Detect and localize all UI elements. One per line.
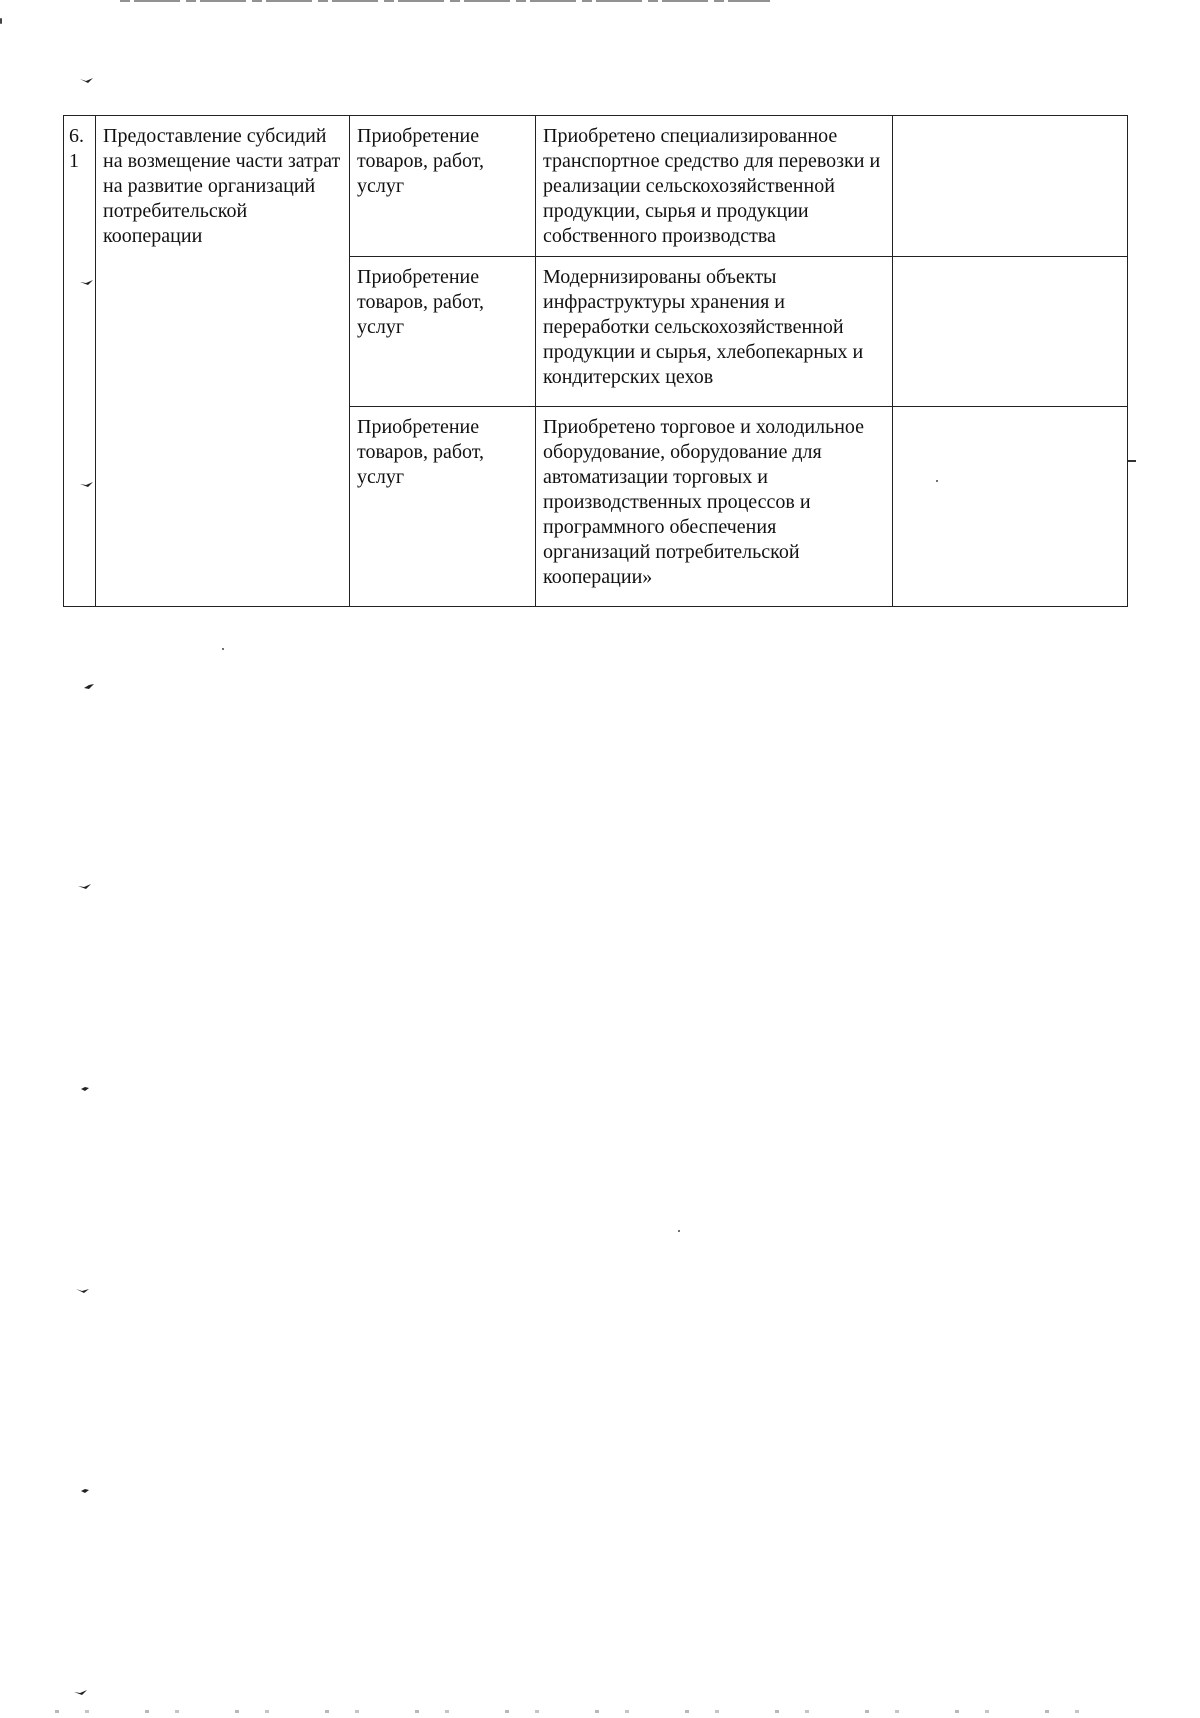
punch-mark-icon — [80, 1488, 94, 1494]
punch-mark-icon — [80, 1086, 94, 1092]
scan-speck — [0, 18, 2, 24]
scan-speck — [678, 1230, 680, 1232]
scan-artifact-right — [1128, 460, 1136, 462]
empty-cell — [893, 257, 1128, 407]
scan-artifact-top — [120, 0, 770, 2]
punch-mark-icon — [80, 78, 94, 84]
expense-type: Приобретение товаров, работ, услуг — [350, 257, 536, 407]
item-name: Предоставление субсидий на возмещение части затрат на развитие организаций потребительской кооперации — [96, 116, 350, 607]
punch-mark-icon — [76, 1288, 90, 1294]
measures-table — [63, 115, 1128, 607]
expense-type: Приобретение товаров, работ, услуг — [350, 116, 536, 257]
punch-mark-icon — [74, 1690, 88, 1696]
scan-artifact-bottom — [55, 1710, 1105, 1713]
table-row — [64, 116, 1128, 257]
result-description: Приобретено торговое и холодильное оборудование, оборудование для автоматизации торговых и производственных процессов и программного обеспечения организаций потребительской кооперации» — [536, 407, 893, 607]
punch-mark-icon — [82, 684, 96, 690]
empty-cell — [893, 116, 1128, 257]
item-number: 6.1 — [64, 116, 96, 607]
result-description: Модернизированы объекты инфраструктуры хранения и переработки сельскохозяйственной продукции и сырья, хлебопекарных и кондитерских цехов — [536, 257, 893, 407]
scan-speck — [222, 648, 224, 650]
punch-mark-icon — [78, 884, 92, 890]
result-description: Приобретено специализированное транспортное средство для перевозки и реализации сельскохозяйственной продукции, сырья и продукции собственного производства — [536, 116, 893, 257]
empty-cell — [893, 407, 1128, 607]
expense-type: Приобретение товаров, работ, услуг — [350, 407, 536, 607]
